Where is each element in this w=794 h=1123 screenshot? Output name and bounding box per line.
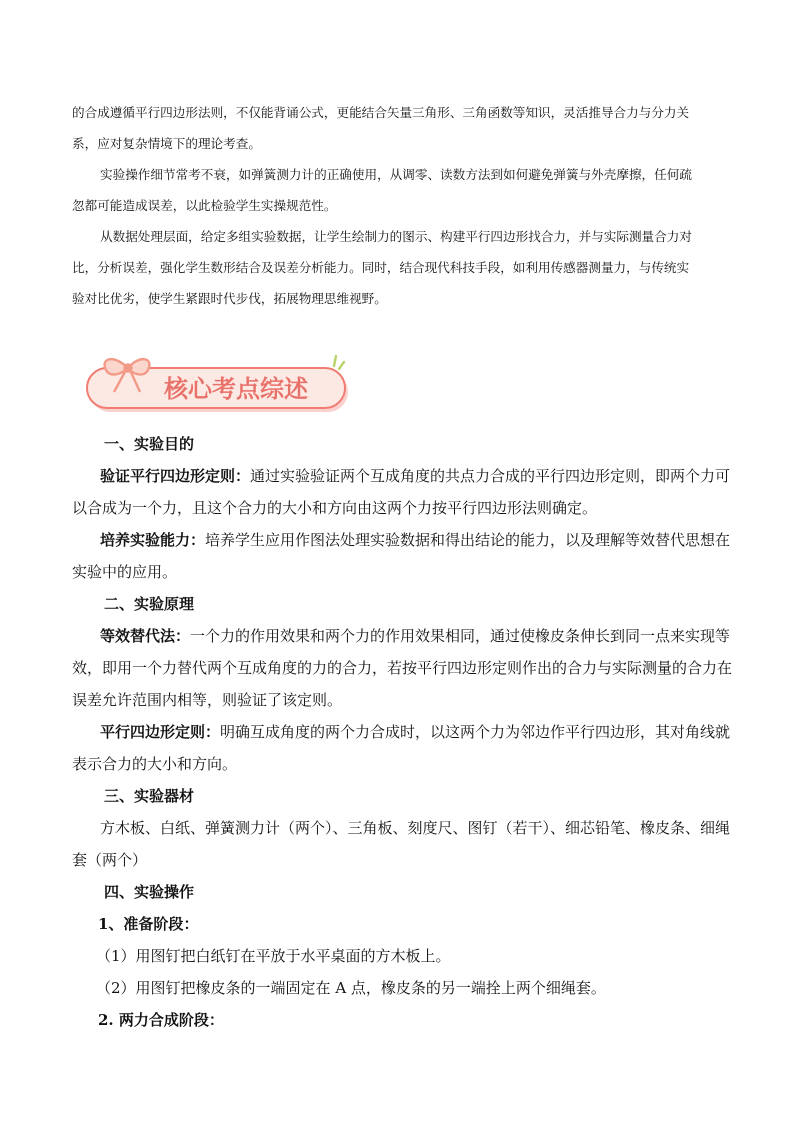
intro-line: 实验操作细节常考不衰，如弹簧测力计的正确使用，从调零、读数方法到如何避免弹簧与外壳摩擦，任何疏 (100, 167, 692, 182)
intro-line: 系，应对复杂情境下的理论考查。 (72, 136, 261, 151)
term-label: 验证平行四边形定则： (100, 467, 251, 485)
intro-line: 从数据处理层面，给定多组实验数据，让学生绘制力的图示、构建平行四边形找合力，并与实际测量合力对 (100, 229, 692, 244)
step-item: （2）用图钉把橡皮条的一端固定在 A 点，橡皮条的另一端拴上两个细绳套。 (96, 979, 606, 997)
intro-line: 忽都可能造成误差，以此检验学生实操规范性。 (72, 198, 337, 213)
paragraph (72, 524, 732, 588)
intro-line: 比，分析误差，强化学生数形结合及误差分析能力。同时，结合现代科技手段，如利用传感器测量力，与传统实 (72, 260, 690, 275)
intro-line: 的合成遵循平行四边形法则，不仅能背诵公式，更能结合矢量三角形、三角函数等知识，灵活推导合力与分力关 (72, 105, 690, 120)
section-banner (84, 352, 354, 422)
paragraph-text: 培养学生应用作图法处理实验数据和得出结论的能力，以及理解等效替代思想在实验中的应用。 (72, 531, 731, 581)
intro-line: 验对比优劣，使学生紧跟时代步伐，拓展物理思维视野。 (72, 291, 387, 306)
intro-paragraph-3 (72, 221, 724, 314)
sparkle-icon (334, 356, 344, 369)
paragraph (72, 716, 732, 780)
step-item: （1）用图钉把白纸钉在平放于水平桌面的方木板上。 (96, 947, 451, 965)
term-label: 平行四边形定则： (100, 723, 221, 741)
paragraph-text: 方木板、白纸、弹簧测力计（两个）、三角板、刻度尺、图钉（若干）、细芯铅笔、橡皮条、细绳套（两个） (72, 819, 731, 869)
intro-paragraph-2 (72, 159, 724, 221)
banner-title: 核心考点综述 (164, 375, 308, 403)
paragraph (72, 460, 732, 524)
term-label: 培养实验能力： (100, 531, 206, 549)
section-heading: 四、实验操作 (104, 883, 195, 901)
paragraph-text: 明确互成角度的两个力合成时，以这两个力为邻边作平行四边形，其对角线就表示合力的大小和方向。 (72, 723, 731, 773)
section-heading: 二、实验原理 (104, 595, 195, 613)
step-heading: 1、准备阶段： (98, 915, 199, 933)
paragraph-text: 通过实验验证两个互成角度的共点力合成的平行四边形定则，即两个力可以合成为一个力，且这个合力的大小和方向由这两个力按平行四边形法则确定。 (72, 467, 731, 517)
paragraph (72, 620, 732, 716)
paragraph-text: 一个力的作用效果和两个力的作用效果相同，通过使橡皮条伸长到同一点来实现等效，即用一个力替代两个互成角度的力的合力，若按平行四边形定则作出的合力与实际测量的合力在误差允许范围内相等，则验证了该定则。 (72, 627, 733, 709)
section-heading: 一、实验目的 (104, 435, 195, 453)
main-content (72, 428, 732, 1036)
banner-graphic (84, 352, 354, 422)
intro-paragraph-1 (72, 97, 724, 159)
step-heading: 2. 两力合成阶段： (98, 1011, 224, 1029)
section-heading: 三、实验器材 (104, 787, 195, 805)
term-label: 等效替代法： (100, 627, 191, 645)
